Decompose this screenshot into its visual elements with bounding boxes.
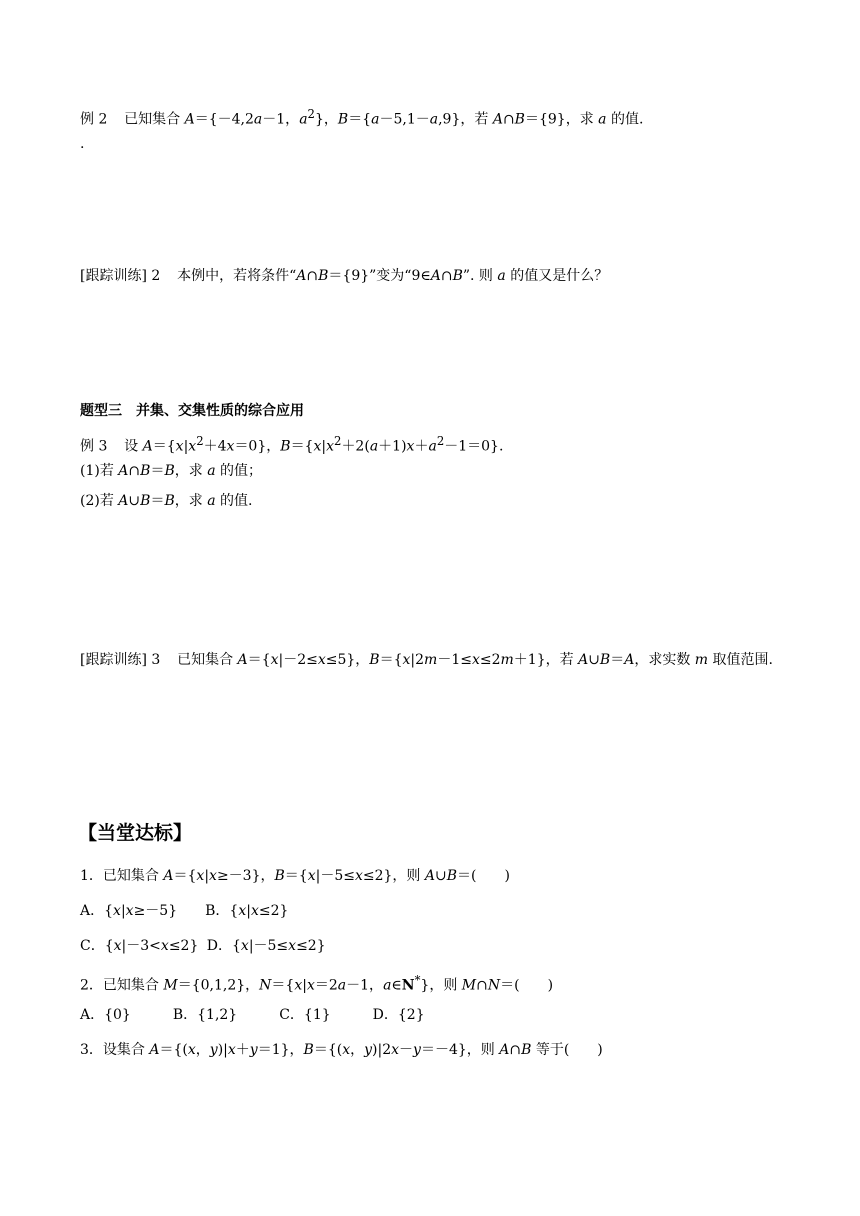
example-3-question-1 [80,461,262,481]
text: )| [217,1042,228,1058]
text: 的值又是什么？ [505,268,609,284]
follow-up-3-line [80,650,773,670]
superscript: 2 [436,434,445,448]
practice-question-1 [80,866,510,886]
var: B [318,268,329,284]
text: 已知集合 [177,652,238,668]
text: }，则 [420,977,462,994]
text: －1， [262,111,300,128]
text: )|2 [372,1042,392,1058]
var: a [383,977,392,994]
text: | [204,868,210,884]
text: ＋2( [341,438,370,455]
text: －1＝0}. [444,438,504,455]
text: ＝2 [314,977,338,994]
text: ，求 [174,493,208,509]
question-number: 3． [80,1042,103,1058]
var: A [142,438,153,455]
operator: ∪ [435,868,447,884]
var: x [294,977,303,994]
var: B [599,652,611,668]
operator: ∩ [509,1042,522,1058]
var: y [413,1042,421,1058]
var: x [113,938,122,954]
var: A [624,652,635,668]
text: ＋ [235,1042,250,1058]
text: | [246,903,251,919]
text: ＝0}， [234,438,281,455]
var: A [424,868,436,884]
text: ＝{0,1,2}， [177,977,260,994]
var: x [307,868,316,884]
text: |－5≤ [248,938,289,954]
var: x [113,903,121,919]
var: x [226,438,235,455]
operator: ∪ [588,652,600,668]
var: y [249,1042,258,1058]
operator: ∩ [502,111,515,128]
var: A [149,1042,160,1058]
var: x [317,652,326,668]
text: ＋1) [378,438,407,455]
var: A [118,493,129,509]
var: x [326,438,335,455]
example-3-line [80,431,503,457]
text: 的值. [606,111,644,128]
var: x [313,438,322,455]
text: 的值； [215,463,262,479]
example-2-line [80,104,643,130]
practice-q1-options-cd [80,936,326,956]
text: ， [195,1042,210,1058]
operator: ∩ [440,268,453,284]
follow-up-3-label: [跟踪训练] 3 [80,652,161,668]
text: ＝{ [173,868,197,884]
var: A [184,111,195,128]
text: ≤2} [168,938,199,954]
var: A [492,111,503,128]
var: x [406,438,415,455]
text: | [183,438,189,455]
example-2-label: 例 2 [80,111,108,128]
text: ， [350,1042,365,1058]
var: B [140,493,151,509]
var: B [521,1042,532,1058]
text: ＝{ [290,438,314,455]
text: |－3< [121,938,161,954]
practice-q2-options [80,1005,425,1025]
text: ＋ [414,438,429,455]
text: ≤2} [258,903,289,919]
var: B [274,868,285,884]
superscript: 2 [196,434,204,448]
var: x [196,868,205,884]
text: －1≤ [437,652,472,668]
stray-dot: . [80,136,85,152]
text: ∈ [391,977,402,994]
text: ＝ [150,493,165,509]
var: x [270,652,279,668]
var: a [371,111,380,128]
text: 等于( ) [531,1042,603,1058]
text: |－5≤ [315,868,355,884]
var: B [164,493,175,509]
var: B [446,868,458,884]
var: B [369,652,380,668]
text: ＋1}，若 [513,652,579,668]
option-c[interactable]: C．{1} [279,1007,331,1023]
var: x [342,1042,351,1058]
text: － [399,1042,414,1058]
var: x [471,652,480,668]
text: |－2≤ [278,652,318,668]
var: a [598,111,607,128]
text: ＝{( [313,1042,343,1058]
example-3-question-2 [80,491,252,511]
text: | [321,438,327,455]
var: x [238,903,247,919]
text: ，求实数 [634,652,695,668]
var: x [391,1042,400,1058]
var: x [306,977,315,994]
var: A [296,268,307,284]
var: A [237,652,248,668]
natural-numbers-symbol: N [401,977,415,994]
text: ＝( ) [500,977,554,994]
option-c[interactable] [80,938,198,954]
var: y [209,1042,218,1058]
text: ＝{ [348,111,372,128]
text: 取值范围. [708,652,773,668]
var: a [337,977,347,994]
question-number: 1． [80,868,103,884]
var: a [253,111,263,128]
text: ≥－5} [133,903,178,919]
option-label: D． [206,938,232,954]
var: x [187,1042,196,1058]
text: 的值. [215,493,253,509]
text: 本例中，若将条件“ [177,268,297,284]
text: ,9}，若 [438,111,493,128]
text: ＝{9}”变为“9∈ [328,268,431,284]
text: ＋4 [203,438,227,455]
var: x [160,938,169,954]
section-heading-type-3: 题型三 并集、交集性质的综合应用 [80,403,304,419]
var: A [430,268,441,284]
var: B [514,111,525,128]
text: ＝( ) [457,868,510,884]
text: ＝{－4,2 [194,111,254,128]
superscript: 2 [334,434,342,448]
text: 已知集合 [102,977,164,994]
text: | [302,977,307,994]
var: x [250,903,259,919]
var: B [303,1042,314,1058]
text: ≥－3}， [216,868,275,884]
text: ”. 则 [462,268,498,284]
text: ＝ [150,463,165,479]
text: ＝{ [247,652,271,668]
option-d[interactable]: D．{2} [372,1007,425,1023]
practice-q1-options-ab [80,901,288,921]
var: x [188,438,197,455]
operator: ∩ [306,268,319,284]
text: －1， [346,977,384,994]
text: | [120,903,126,919]
var: x [354,868,363,884]
text: ＝{ [379,652,403,668]
var: x [288,938,297,954]
text: { [229,903,239,919]
text: { [231,938,241,954]
text: { [104,903,114,919]
var: m [424,652,438,668]
var: x [125,903,134,919]
var: A [499,1042,510,1058]
text: |2 [410,652,425,668]
follow-up-2-label: [跟踪训练] 2 [80,268,161,284]
var: N [487,977,501,994]
practice-question-3 [80,1040,603,1060]
operator: ∪ [128,493,141,509]
var: x [240,938,249,954]
operator: ∩ [476,977,488,994]
var: a [207,493,216,509]
text: ＝1}， [257,1042,304,1058]
practice-question-2 [80,970,553,996]
var: a [497,268,506,284]
text: ，求 [174,463,208,479]
var: a [369,438,379,455]
text: ＝{( [159,1042,188,1058]
var: B [140,463,151,479]
example-3-label: 例 3 [80,438,108,455]
var: N [259,977,272,994]
var: a [429,111,439,128]
var: A [578,652,589,668]
text: ≤2}，则 [362,868,425,884]
operator: ∩ [128,463,141,479]
text: 设集合 [102,1042,150,1058]
var: B [164,463,175,479]
var: m [694,652,709,668]
var: B [337,111,349,128]
option-label: C． [80,938,105,954]
var: B [280,438,291,455]
text: ＝{ [284,868,308,884]
question-number: 2． [80,977,103,994]
text: ＝{9}，求 [524,111,599,128]
follow-up-2-line [80,266,608,286]
text: 已知集合 [124,111,185,128]
text: }， [314,111,338,128]
text: 已知集合 [102,868,164,884]
text: (2)若 [80,493,119,509]
var: B [452,268,463,284]
var: x [227,1042,236,1058]
text: －5,1－ [379,111,430,128]
var: a [207,463,216,479]
var: M [163,977,178,994]
var: A [118,463,129,479]
text: ≤2} [296,938,326,954]
var: x [402,652,411,668]
option-a[interactable]: A．{0} [80,1007,131,1023]
superscript: * [414,973,421,987]
text: ＝ [610,652,625,668]
option-label: B． [205,903,230,919]
option-d[interactable] [207,938,326,954]
text: { [104,938,114,954]
option-b[interactable] [205,903,288,919]
text: ≤2 [479,652,501,668]
var: x [209,868,217,884]
text: ＝{ [152,438,176,455]
text: ≤5}， [325,652,370,668]
text: ＝{ [271,977,295,994]
var: A [163,868,174,884]
text: (1)若 [80,463,119,479]
practice-heading: 【当堂达标】 [78,822,193,844]
var: a [299,111,308,128]
var: y [364,1042,373,1058]
text: 设 [124,438,143,455]
option-label: A． [80,903,105,919]
option-b[interactable]: B．{1,2} [172,1007,238,1023]
var: m [500,652,514,668]
text: ＝－4}，则 [420,1042,500,1058]
var: x [175,438,184,455]
var: a [428,438,437,455]
superscript: 2 [307,107,315,121]
var: M [461,977,477,994]
option-a[interactable] [80,903,177,919]
